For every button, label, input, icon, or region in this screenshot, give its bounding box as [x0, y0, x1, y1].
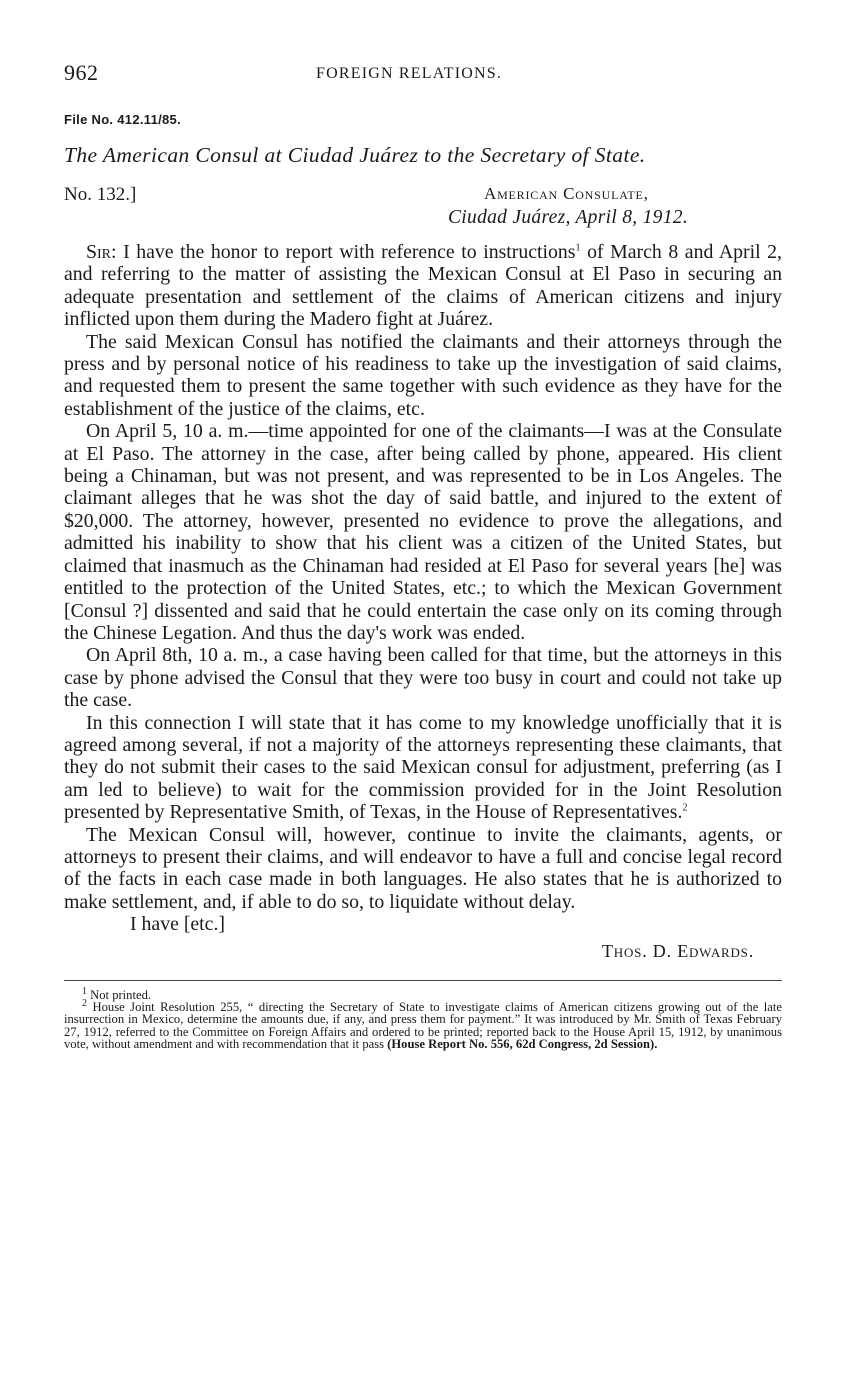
- place-and-date: Ciudad Juárez, April 8, 1912.: [448, 207, 688, 228]
- dispatch-number: No. 132.]: [64, 184, 137, 205]
- running-title: FOREIGN RELATIONS.: [316, 65, 503, 82]
- footnote-2: [64, 997, 782, 1052]
- footnote-ref-2: 2: [682, 802, 688, 814]
- closing: I have [etc.]: [130, 913, 225, 936]
- salutation: Sir: [86, 241, 112, 263]
- paragraph-3: On April 5, 10 a. m.—time appointed for one of the claimants—I was at the Consulate at El Paso. The attorney in the case, after being called by phone, appeared. His client being a Chinaman, but was not present, and was represented to be in Los Angeles. The claimant alleges that he was shot the day of said battle, and injured to the extent of $20,000. The attorney, however, presented no evidence to prove the allegations, and admitted his inability to show that his client was a citizen of the United States, but claimed that inasmuch as the Chinaman had resided at El Paso for several years [he] was entitled to the protection of the United States, etc.; to which the Mexican Government [Consul ?] dissented and said that he could entertain the case only on its coming through the Chinese Legation. And thus the day's work was ended.: [64, 420, 782, 644]
- paragraph-1-text: : I have the honor to report with reference to instructions: [111, 241, 576, 263]
- paragraph-4: On April 8th, 10 a. m., a case having been called for that time, but the attorneys in this case by phone advised the Consul that they were too busy in court and could not take up the case.: [64, 644, 782, 712]
- footnotes: [64, 985, 782, 1052]
- paragraph-1-continuation: of March 8 and April 2, and referring to the matter of assisting the Mexican Consul at El Paso in securing an adequate presentation and settlement of the claims of American citizens and injury inflicted upon them during the Madero fight at Juárez.: [64, 241, 782, 331]
- page-number: 962: [64, 60, 99, 85]
- footnote-1-text: Not printed.: [87, 987, 152, 1002]
- paragraph-1: [64, 241, 782, 331]
- footnote-1-marker: 1: [82, 985, 87, 997]
- document-title: The American Consul at Ciudad Juárez to the Secretary of State.: [64, 143, 646, 167]
- paragraph-5: [64, 712, 782, 824]
- footnote-2-text: House Joint Resolution 255, “ directing the Secretary of State to investigate claims of American citizens growing out of the late insurrection in Mexico, determine the amounts due, if any, and press them for payment.” It was introduced by Mr. Smith of Texas February 27, 1912, referred to the Committee on Foreign Affairs and ordered to be printed; reported back to the House April 15, 1912, by unanimous vote, without amendment and with recommendation that it pass: [64, 1000, 782, 1052]
- file-number: File No. 412.11/85.: [64, 112, 181, 127]
- footnote-2-report-ref: (House Report No. 556, 62d Congress, 2d Session).: [387, 1037, 658, 1052]
- paragraph-5-text: In this connection I will state that it has come to my knowledge unofficially that it is agreed among several, if not a majority of the attorneys representing these claimants, that they do not submit their cases to the said Mexican consul for adjustment, preferring (as I am led to believe) to wait for the commission provided for in the Joint Resolution presented by Representative Smith, of Texas, in the House of Representatives.: [64, 711, 782, 824]
- document-page: [64, 58, 782, 1051]
- footnote-2-marker: 2: [82, 997, 87, 1009]
- paragraph-6: The Mexican Consul will, however, continue to invite the claimants, agents, or attorneys to present their claims, and will endeavor to have a full and concise legal record of the facts in each case made in both languages. He also states that he is authorized to make settlement, and, if able to do so, to liquidate without delay.: [64, 823, 782, 913]
- running-head: [64, 58, 782, 94]
- letter-heading: [64, 184, 782, 234]
- paragraph-2: The said Mexican Consul has notified the claimants and their attorneys through the press and by personal notice of his readiness to take up the investigation of said claims, and requested them to present the same together with such evidence as they have for the establishment of the justice of the claims, etc.: [64, 330, 782, 420]
- consulate-name: American Consulate,: [484, 184, 649, 203]
- footnote-divider: [64, 980, 782, 981]
- signature: Thos. D. Edwards.: [602, 940, 754, 961]
- letter-body: [64, 241, 782, 913]
- footnote-ref-1: 1: [575, 242, 581, 254]
